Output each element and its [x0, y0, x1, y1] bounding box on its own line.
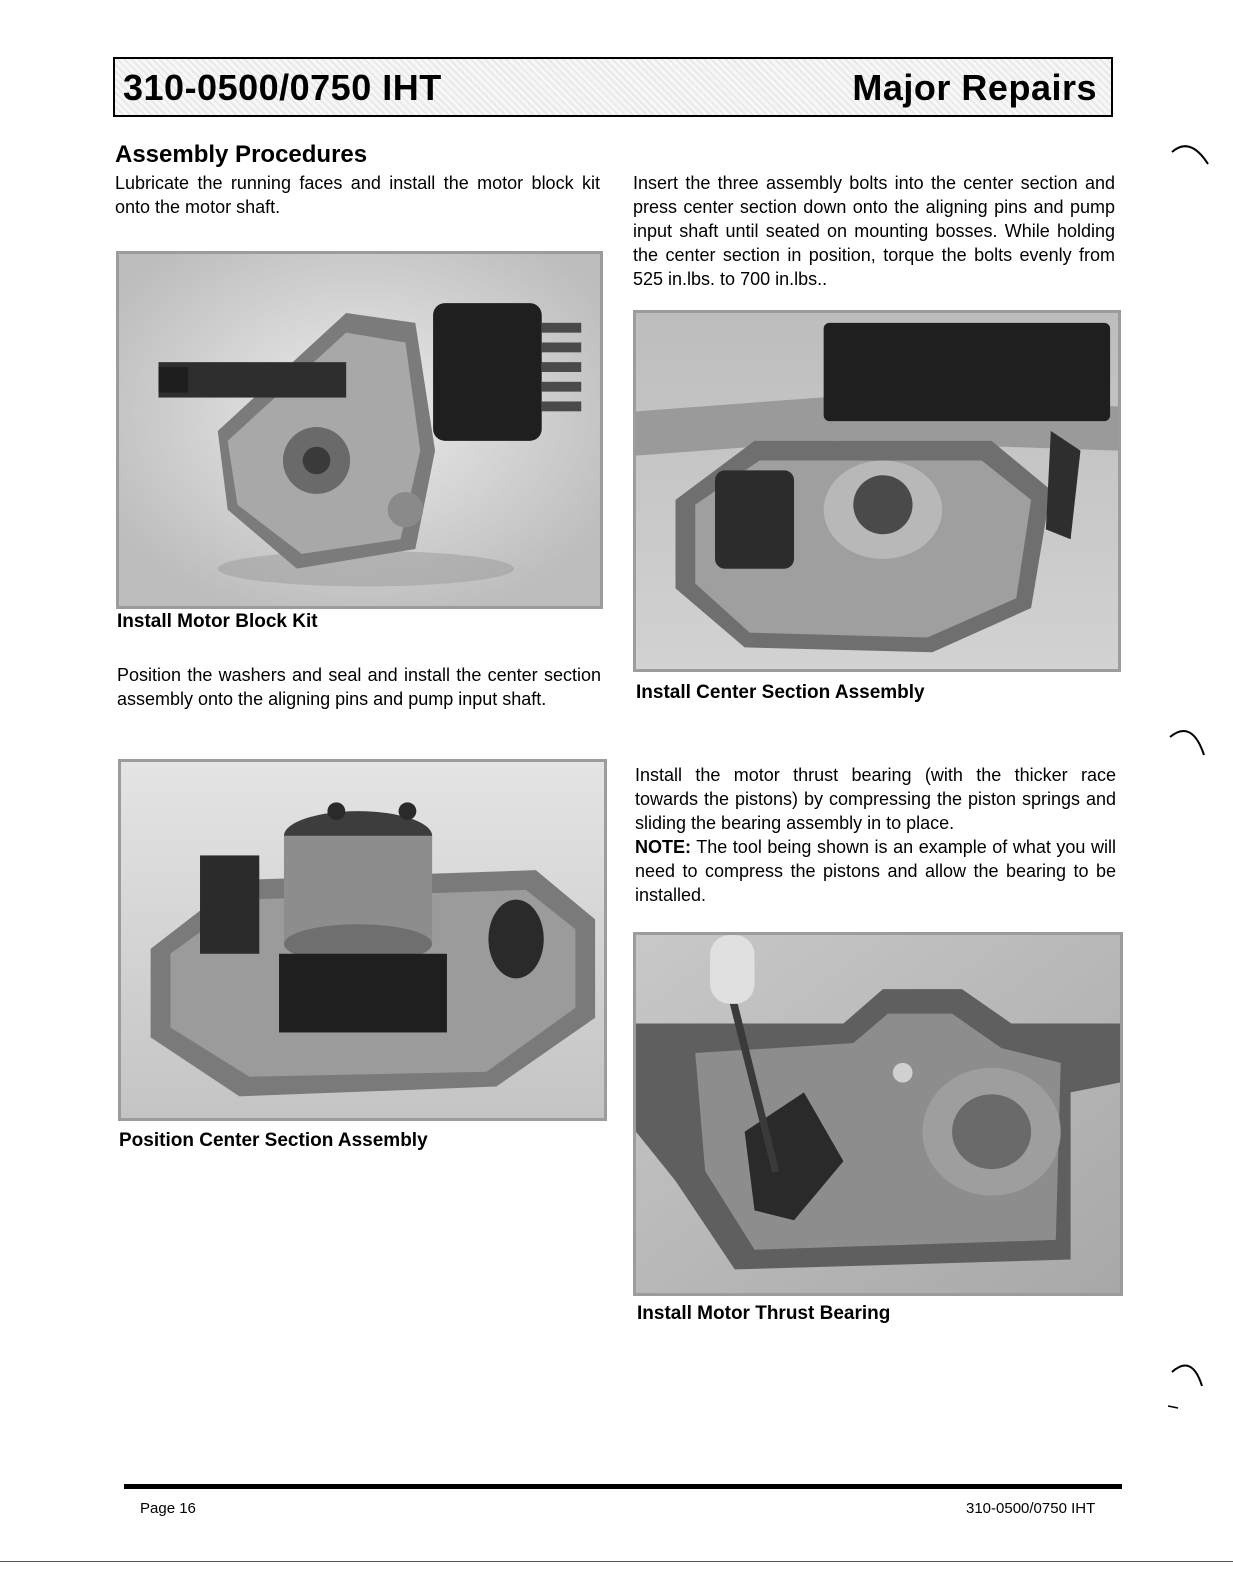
bottom-edge-line — [0, 1561, 1233, 1562]
note-text: The tool being shown is an example of what you will need to compress the pistons and allow the bearing to be installed. — [635, 837, 1116, 905]
caption-install-motor-block-kit: Install Motor Block Kit — [117, 611, 318, 632]
section-heading: Major Repairs — [852, 67, 1097, 108]
motor-block-kit-photo — [116, 251, 603, 609]
punch-hole-mark-top — [1170, 140, 1220, 170]
footer-doc-id: 310-0500/0750 IHT — [966, 1500, 1096, 1517]
motor-thrust-bearing-photo — [633, 932, 1123, 1296]
page-number: Page 16 — [140, 1500, 196, 1517]
header-bar — [113, 57, 1113, 117]
document-title: 310-0500/0750 IHT — [123, 67, 442, 108]
note-label: NOTE: — [635, 837, 691, 857]
center-section-position-photo — [118, 759, 607, 1121]
step-2-text: Position the washers and seal and install the center section assembly onto the aligning pins and pump input shaft. — [117, 665, 601, 709]
step-4-body: Install the motor thrust bearing (with the thicker race towards the pistons) by compressing the piston springs and sliding the bearing assembly in to place. — [635, 765, 1116, 833]
step-3-text: Insert the three assembly bolts into the center section and press center section down onto the aligning pins and pump input shaft until seated on mounting bosses. While holding the center section in position, torque the bolts evenly from 525 in.lbs. to 700 in.lbs.. — [633, 173, 1115, 289]
section-title: Assembly Procedures — [115, 141, 368, 168]
caption-install-motor-thrust-bearing: Install Motor Thrust Bearing — [637, 1303, 891, 1324]
footer-rule — [124, 1484, 1122, 1489]
center-section-install-photo — [633, 310, 1121, 672]
punch-hole-mark-middle — [1168, 725, 1218, 765]
step-1-text: Lubricate the running faces and install the motor block kit onto the motor shaft. — [115, 173, 600, 217]
caption-position-center-section: Position Center Section Assembly — [119, 1130, 428, 1151]
punch-hole-mark-bottom — [1168, 1358, 1218, 1418]
step-4-text — [635, 763, 1116, 907]
caption-install-center-section: Install Center Section Assembly — [636, 682, 925, 703]
